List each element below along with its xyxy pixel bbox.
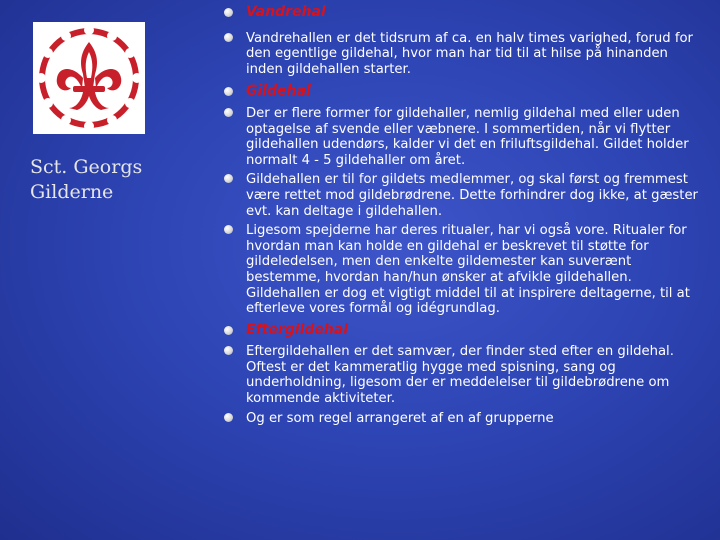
fleur-de-lis-logo bbox=[33, 22, 145, 134]
organization-name bbox=[30, 155, 190, 205]
bullet-item bbox=[222, 411, 700, 427]
bullet-heading bbox=[222, 84, 700, 100]
bullet-text: Og er som regel arrangeret af en af grupperne bbox=[246, 410, 554, 426]
bullet-text: Eftergildehal bbox=[246, 321, 349, 338]
bullet-heading bbox=[222, 323, 700, 339]
bullet-text: Der er flere former for gildehaller, nemlig gildehal med eller uden optagelse af svende eller væbnere. I sommertiden, når vi flytter gildehallen udendørs, kalder vi det en friluftsgildehal. Gildet holder normalt 4 - 5 gildehaller om året. bbox=[246, 105, 689, 168]
bullet-dot-icon bbox=[224, 413, 233, 422]
bullet-item bbox=[222, 172, 700, 219]
bullet-text: Gildehal bbox=[246, 83, 311, 100]
bullet-dot-icon bbox=[224, 326, 233, 335]
bullet-text: Ligesom spejderne har deres ritualer, har vi også vore. Ritualer for hvordan man kan holde en gildehal er beskrevet til støtte for gildeledelsen, men den enkelte gildemester kan suverænt bestemme, hvordan han/hun ønsker at afvikle gildehallen. Gildehallen er dog et vigtigt middel til at inspirere deltagerne, til at efterleve vores formål og idégrundlag. bbox=[246, 223, 690, 317]
bullet-dot-icon bbox=[224, 225, 233, 234]
bullet-dot-icon bbox=[224, 8, 233, 17]
bullet-list bbox=[222, 5, 700, 426]
bullet-item bbox=[222, 31, 700, 78]
bullet-item bbox=[222, 223, 700, 317]
bullet-dot-icon bbox=[224, 87, 233, 96]
bullet-text: Vandrehallen er det tidsrum af ca. en halv times varighed, forud for den egentlige gildehal, hvor man har tid til at hilse på hinanden inden gildehallen starter. bbox=[246, 30, 693, 77]
bullet-dot-icon bbox=[224, 346, 233, 355]
bullet-dot-icon bbox=[224, 174, 233, 183]
bullet-text: Eftergildehallen er det samvær, der finder sted efter en gildehal. Oftest er det kammeratlig hygge med spisning, sang og underholdning, ligesom der er meddelelser til gildebrødrene om kommende aktiviteter. bbox=[246, 344, 674, 407]
bullet-item bbox=[222, 106, 700, 168]
bullet-text: Vandrehal bbox=[246, 4, 326, 20]
bullet-text: Gildehallen er til for gildets medlemmer, og skal først og fremmest være rettet mod gildebrødrene. Dette forhindrer dog ikke, at gæster evt. kan deltage i gildehallen. bbox=[246, 172, 698, 219]
organization-name-line2: Gilderne bbox=[30, 181, 114, 203]
organization-name-line1: Sct. Georgs bbox=[30, 156, 143, 178]
bullet-dot-icon bbox=[224, 33, 233, 42]
bullet-dot-icon bbox=[224, 108, 233, 117]
bullet-item bbox=[222, 344, 700, 406]
bullet-heading bbox=[222, 5, 700, 21]
